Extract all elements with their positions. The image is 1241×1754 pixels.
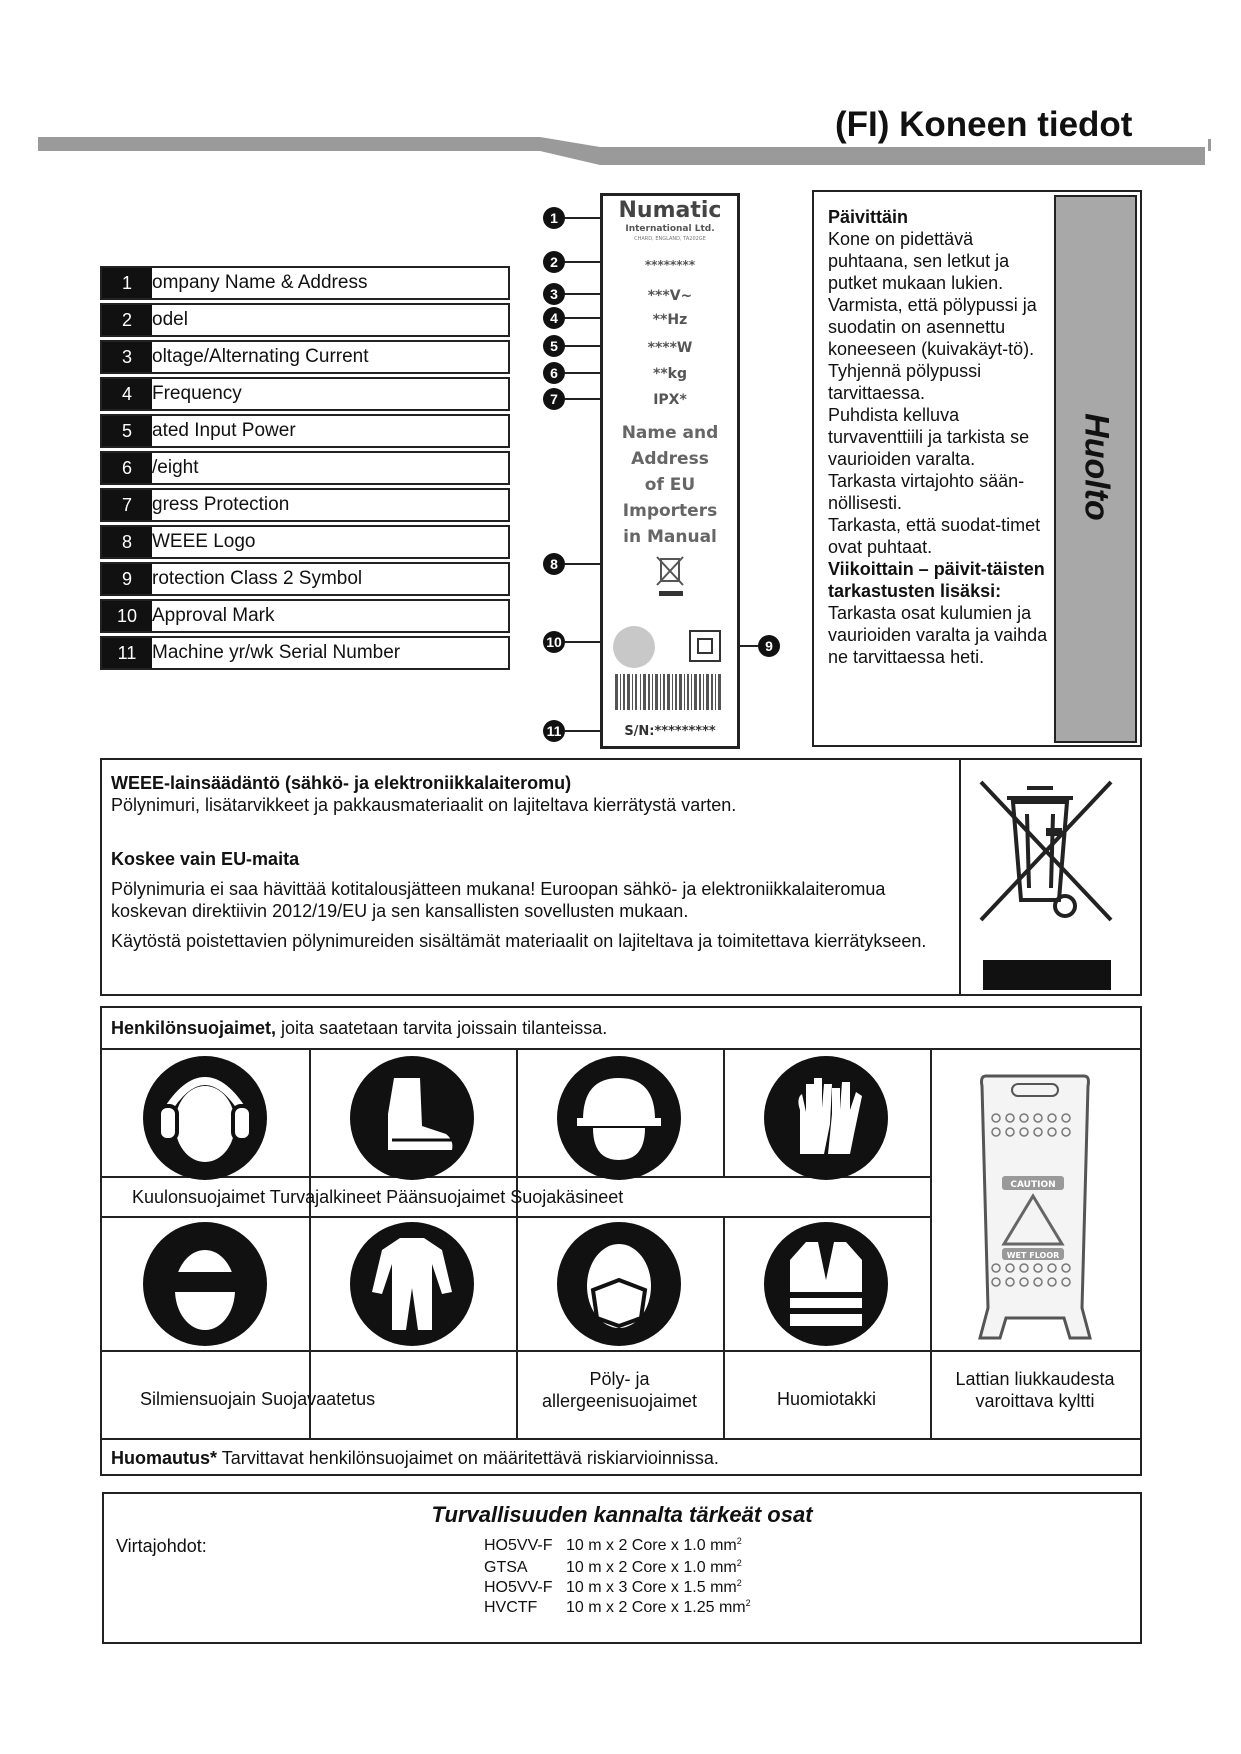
weee-heading: WEEE-lainsäädäntö (sähkö- ja elektroniikkalaiteromu) [111, 773, 572, 793]
weee-intro: Pölynimuri, lisätarvikkeet ja pakkausmateriaalit on lajiteltava kierrätystä varten. [111, 795, 737, 815]
ppe-section [100, 1006, 1142, 1476]
callout-11: 11 [543, 720, 565, 742]
legend-row: 1 ompany Name & Address [100, 266, 510, 300]
ppe-note: Huomautus* Tarvittavat henkilönsuojaimet on määritettävä riskiarvioinnissa. [111, 1448, 719, 1468]
barcode [615, 674, 725, 710]
weekly-item: Tarkasta osat kulumien ja vaurioiden varalta ja vaihda ne tarvittaessa heti. [828, 603, 1048, 667]
crossed-bin-icon [961, 760, 1142, 994]
cable-row: GTSA 10 m x 2 Core x 1.0 $mm^2$ [484, 1558, 742, 1577]
plate-brand: Numatic [618, 198, 722, 223]
eye-protection-icon [141, 1220, 269, 1348]
daily-heading: Päivittäin [828, 207, 909, 227]
protective-clothing-icon [348, 1220, 476, 1348]
sign-caution-text: CAUTION [1010, 1180, 1056, 1190]
legend-row: 11 Machine yr/wk Serial Number [100, 636, 510, 670]
daily-item: Tarkasta, että suodat-timet ovat puhtaat. [828, 515, 1041, 557]
weee-bin-icon [651, 551, 691, 601]
ear-protection-icon [141, 1054, 269, 1182]
safety-boot-icon [348, 1054, 476, 1182]
callout-3: 3 [543, 283, 565, 305]
sign-wet-floor-text: WET FLOOR [1006, 1251, 1060, 1260]
safety-parts-section [102, 1492, 1142, 1644]
power-cords-label: Virtajohdot: [116, 1536, 207, 1556]
cable-row: HVCTF 10 m x 2 Core x 1.25 $mm^2$ [484, 1598, 751, 1617]
maintenance-side-tab [1054, 195, 1137, 743]
callout-8: 8 [543, 553, 565, 575]
eu-heading: Koskee vain EU-maita [111, 849, 300, 869]
disposal-text: Käytöstä poistettavien pölynimureiden sisältämät materiaalit on lajiteltava ja toimitettava kierrätykseen. [111, 931, 927, 951]
daily-item: Varmista, että pölypussi ja suodatin on asennettu koneeseen (kuivakäyt-tö). [828, 295, 1037, 359]
plate-frequency: **Hz [652, 312, 688, 328]
legend-row: 9 rotection Class 2 Symbol [100, 562, 510, 596]
callout-10: 10 [543, 631, 565, 653]
plate-importers: Name and Address of EU Importers in Manual [621, 423, 719, 547]
plate-origin: CHARD, ENGLAND, TA202GE [634, 236, 706, 242]
ppe-row2-label-c: Huomiotakki [776, 1389, 877, 1409]
plate-voltage: ***V~ [647, 288, 693, 304]
callout-6: 6 [543, 362, 565, 384]
weee-symbol [959, 760, 1142, 994]
weekly-heading: Viikoittain – päivit-täisten tarkastusten lisäksi: [828, 559, 1045, 601]
plate-company: International Ltd. [625, 224, 715, 234]
approval-mark [613, 626, 655, 668]
callout-9: 9 [758, 635, 780, 657]
legend-row: 6 /eight [100, 451, 510, 485]
side-label: Huolto [1077, 413, 1115, 521]
head-protection-icon [555, 1054, 683, 1182]
header-bar [0, 135, 1241, 175]
page-title: (FI) Koneen tiedot [835, 105, 1133, 144]
legend-row: 7 gress Protection [100, 488, 510, 522]
ppe-row1-labels: Kuulonsuojaimet Turvajalkineet Päänsuojaimet Suojakäsineet [132, 1187, 624, 1207]
dust-mask-icon [555, 1220, 683, 1348]
legend-row: 10 Approval Mark [100, 599, 510, 633]
gloves-icon [762, 1054, 890, 1182]
legend-row: 3 oltage/Alternating Current [100, 340, 510, 374]
safety-title: Turvallisuuden kannalta tärkeät osat [431, 1502, 813, 1527]
ppe-row2-label-a: Silmiensuojain Suojavaatetus [140, 1389, 376, 1409]
legend-row: 5 ated Input Power [100, 414, 510, 448]
callout-2: 2 [543, 251, 565, 273]
callout-7: 7 [543, 388, 565, 410]
eu-text: Pölynimuria ei saa hävittää kotitalousjätteen mukana! Euroopan sähkö- ja elektroniikkalaiteromua koskevan direktiivin 2012/19/EU ja sen kansallisten sovellusten mukaan. [111, 879, 886, 921]
cable-row: HO5VV-F 10 m x 2 Core x 1.0 $mm^2$ [484, 1536, 742, 1555]
rating-plate [600, 193, 740, 749]
daily-item: Puhdista kelluva turvaventtiili ja tarkista se vaurioiden varalta. [828, 405, 1030, 469]
wet-floor-sign-icon [972, 1068, 1098, 1348]
class2-symbol-icon [688, 629, 722, 663]
plate-model: ******** [644, 258, 696, 272]
daily-item: Tyhjennä pölypussi tarvittaessa. [828, 361, 982, 403]
plate-power: ****W [647, 340, 693, 356]
legend-row: 8 WEEE Logo [100, 525, 510, 559]
rating-plate-diagram [540, 193, 780, 753]
plate-weight: **kg [653, 366, 687, 382]
maintenance-text [828, 206, 1048, 668]
cable-row: HO5VV-F 10 m x 3 Core x 1.5 $mm^2$ [484, 1578, 742, 1597]
daily-item: Kone on pidettävä puhtaana, sen letkut ja putket mukaan lukien. [828, 229, 1010, 293]
legend-row: 2 odel [100, 303, 510, 337]
legend-row: 4 Frequency [100, 377, 510, 411]
callout-5: 5 [543, 335, 565, 357]
maintenance-box [812, 190, 1142, 747]
plate-serial: S/N:********* [624, 724, 716, 739]
plate-ip: IPX* [653, 392, 687, 408]
hi-vis-vest-icon [762, 1220, 890, 1348]
daily-item: Tarkasta virtajohto sään-nöllisesti. [828, 471, 1025, 513]
callout-1: 1 [543, 207, 565, 229]
callout-4: 4 [543, 307, 565, 329]
ppe-row2-label-d: Lattian liukkaudesta varoittava kyltti [955, 1369, 1115, 1411]
weee-section [100, 758, 1142, 996]
ppe-row2-label-b: Pöly- ja allergeenisuojaimet [541, 1369, 698, 1411]
ppe-heading: Henkilönsuojaimet, joita saatetaan tarvita joissain tilanteissa. [111, 1018, 608, 1038]
